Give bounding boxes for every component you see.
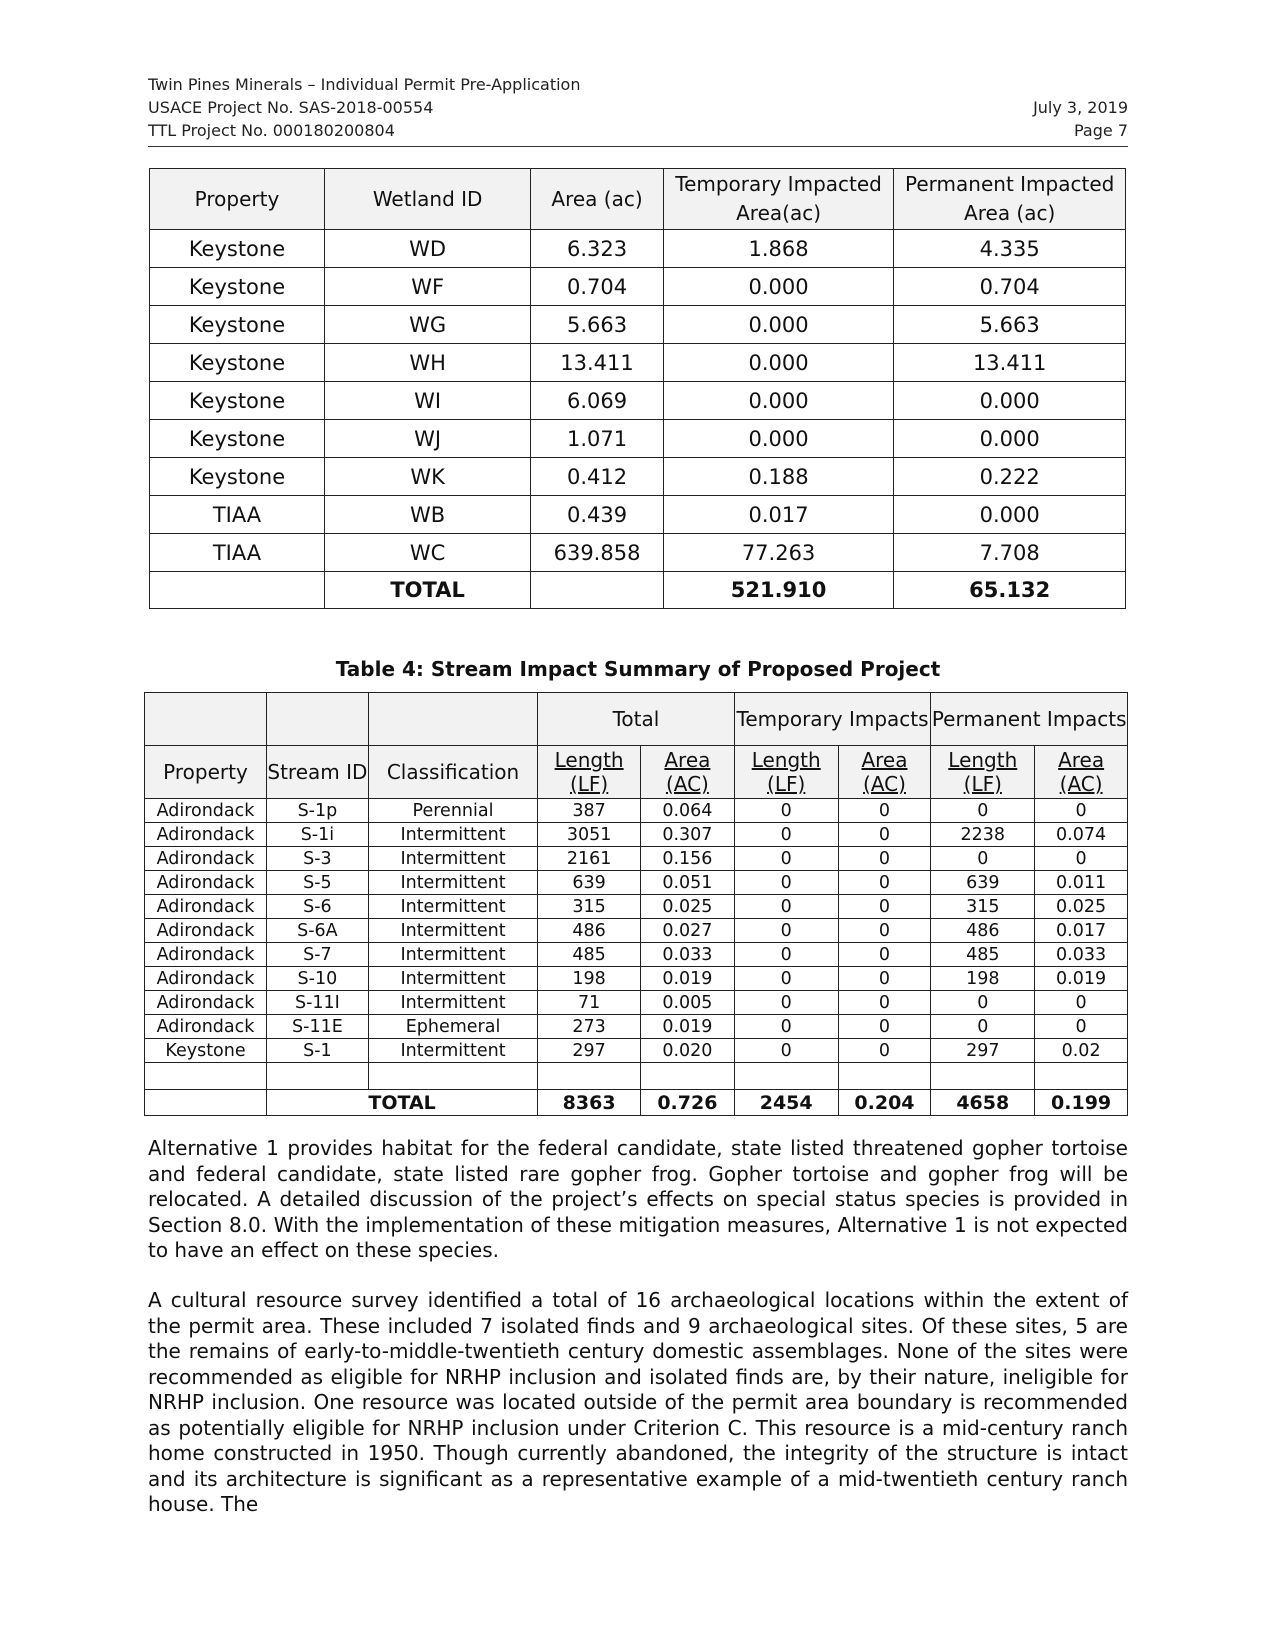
- table-header-row: [150, 169, 1126, 230]
- cell-total-length: 639: [538, 871, 641, 895]
- total-temp-area: 0.204: [838, 1090, 931, 1116]
- table4-total-row: [145, 1090, 1128, 1116]
- table-row: [145, 1039, 1128, 1063]
- cell-classification: Intermittent: [368, 847, 537, 871]
- cell-stream-id: S-11E: [266, 1015, 368, 1039]
- cell-temporary-impact: 0.000: [663, 268, 894, 306]
- column-header-row: [145, 746, 1128, 799]
- table-row: [150, 458, 1126, 496]
- cell-temp-area: 0: [838, 1039, 931, 1063]
- cell-classification: Intermittent: [368, 1039, 537, 1063]
- col-header-total-area: Area (AC): [641, 746, 735, 799]
- total-temp-length: 2454: [734, 1090, 838, 1116]
- cell-classification: Intermittent: [368, 967, 537, 991]
- empty-cell: [145, 1090, 267, 1116]
- table-row: [145, 991, 1128, 1015]
- cell-total-area: 0.019: [641, 1015, 735, 1039]
- cell-total-area: 0.064: [641, 799, 735, 823]
- cell-perm-area: 0.019: [1035, 967, 1128, 991]
- cell-stream-id: S-1i: [266, 823, 368, 847]
- cell-property: Adirondack: [145, 895, 267, 919]
- cell-perm-length: 0: [931, 991, 1035, 1015]
- cell-stream-id: S-1p: [266, 799, 368, 823]
- cell-temp-length: 0: [734, 1039, 838, 1063]
- cell-perm-length: 485: [931, 943, 1035, 967]
- total-length: 8363: [538, 1090, 641, 1116]
- cell-area: 5.663: [531, 306, 663, 344]
- cell-total-area: 0.156: [641, 847, 735, 871]
- cell-temp-length: 0: [734, 895, 838, 919]
- paragraph-species: Alternative 1 provides habitat for the federal candidate, state listed threatened gopher tortoise and federal candidate, state listed rare gopher frog. Gopher tortoise and gopher frog will be relocated. A detailed discussion of the project’s effects on special status species is provided in Section 8.0. With the implementation of these mitigation measures, Alternative 1 is not expected to have an effect on these species.: [148, 1136, 1128, 1262]
- cell-property: Adirondack: [145, 799, 267, 823]
- cell-temp-area: 0: [838, 919, 931, 943]
- cell-perm-length: 486: [931, 919, 1035, 943]
- cell-perm-length: 639: [931, 871, 1035, 895]
- stream-impact-table: [144, 692, 1128, 1116]
- cell-temp-length: 0: [734, 847, 838, 871]
- empty-header-cell: [368, 693, 537, 746]
- cell-temp-length: 0: [734, 799, 838, 823]
- cell-permanent-impact: 0.222: [894, 458, 1126, 496]
- cell-perm-area: 0.025: [1035, 895, 1128, 919]
- cell-temp-area: 0: [838, 823, 931, 847]
- col-header-permanent-impacted: Permanent Impacted Area (ac): [894, 169, 1126, 230]
- cell-total-length: 297: [538, 1039, 641, 1063]
- col-header-perm-length: Length (LF): [931, 746, 1035, 799]
- header-date: July 3, 2019: [1033, 98, 1128, 117]
- group-header-total: Total: [538, 693, 735, 746]
- cell-total-length: 2161: [538, 847, 641, 871]
- total-label: TOTAL: [266, 1090, 537, 1116]
- cell-property: Keystone: [150, 458, 325, 496]
- col-header-temporary-impacted: Temporary Impacted Area(ac): [663, 169, 894, 230]
- cell-permanent-impact: 65.132: [894, 572, 1126, 609]
- cell-area: 6.069: [531, 382, 663, 420]
- header-ttl-number: TTL Project No. 000180200804: [148, 121, 395, 140]
- cell-total-length: 3051: [538, 823, 641, 847]
- cell-temp-length: 0: [734, 919, 838, 943]
- cell-perm-area: 0: [1035, 799, 1128, 823]
- cell-total-area: 0.025: [641, 895, 735, 919]
- header-page-number: Page 7: [1074, 121, 1128, 140]
- cell-temp-area: 0: [838, 799, 931, 823]
- cell-property: Keystone: [150, 420, 325, 458]
- table-row: [150, 268, 1126, 306]
- cell-perm-area: 0.02: [1035, 1039, 1128, 1063]
- cell-permanent-impact: 7.708: [894, 534, 1126, 572]
- col-header-area: Area (ac): [531, 169, 663, 230]
- cell-perm-area: 0.017: [1035, 919, 1128, 943]
- cell-permanent-impact: 13.411: [894, 344, 1126, 382]
- cell-perm-area: 0.074: [1035, 823, 1128, 847]
- cell-perm-length: 315: [931, 895, 1035, 919]
- empty-header-cell: [145, 693, 267, 746]
- cell-temp-length: 0: [734, 1015, 838, 1039]
- cell-area: 0.439: [531, 496, 663, 534]
- header-usace-number: USACE Project No. SAS-2018-00554: [148, 98, 434, 117]
- cell-permanent-impact: 0.000: [894, 382, 1126, 420]
- cell-classification: Intermittent: [368, 919, 537, 943]
- col-header-total-length: Length (LF): [538, 746, 641, 799]
- cell-temp-length: 0: [734, 991, 838, 1015]
- table-row: [145, 847, 1128, 871]
- table-row: [150, 230, 1126, 268]
- col-header-property: Property: [150, 169, 325, 230]
- cell-perm-length: 297: [931, 1039, 1035, 1063]
- table-row: [150, 534, 1126, 572]
- cell-property: Keystone: [150, 268, 325, 306]
- total-perm-area: 0.199: [1035, 1090, 1128, 1116]
- col-header-classification: Classification: [368, 746, 537, 799]
- blank-row: [145, 1063, 1128, 1090]
- table-row: [150, 420, 1126, 458]
- cell-total-area: 0.019: [641, 967, 735, 991]
- cell-classification: Ephemeral: [368, 1015, 537, 1039]
- cell-perm-length: 2238: [931, 823, 1035, 847]
- cell-property: Adirondack: [145, 991, 267, 1015]
- cell-total-length: 71: [538, 991, 641, 1015]
- table4-title: Table 4: Stream Impact Summary of Proposed Project: [335, 657, 941, 681]
- cell-permanent-impact: 5.663: [894, 306, 1126, 344]
- cell-property: Adirondack: [145, 967, 267, 991]
- cell-area: 0.412: [531, 458, 663, 496]
- cell-property: TIAA: [150, 534, 325, 572]
- table-row: [145, 919, 1128, 943]
- paragraph-cultural-resources: A cultural resource survey identified a total of 16 archaeological locations within the extent of the permit area. These included 7 isolated finds and 9 archaeological sites. Of these sites, 5 are the remains of early-to-middle-twentieth century domestic assemblages. None of the sites were recommended as eligible for NRHP inclusion and isolated finds are, by their nature, ineligible for NRHP inclusion. One resource was located outside of the permit area boundary is recommended as potentially eligible for NRHP inclusion under Criterion C. This resource is a mid-century ranch home constructed in 1950. Though currently abandoned, the integrity of the structure is intact and its architecture is significant as a representative example of a mid-twentieth century ranch house. The: [148, 1288, 1128, 1516]
- table-row: [145, 823, 1128, 847]
- col-header-property: Property: [145, 746, 267, 799]
- cell-permanent-impact: 0.704: [894, 268, 1126, 306]
- table-row: [150, 382, 1126, 420]
- cell-wetland-id: WK: [324, 458, 530, 496]
- table-row: [150, 496, 1126, 534]
- col-header-temp-length: Length (LF): [734, 746, 838, 799]
- cell-stream-id: S-11I: [266, 991, 368, 1015]
- group-header-row: [145, 693, 1128, 746]
- cell-classification: Intermittent: [368, 871, 537, 895]
- cell-property: Keystone: [150, 230, 325, 268]
- cell-property: Adirondack: [145, 943, 267, 967]
- cell-temporary-impact: 77.263: [663, 534, 894, 572]
- cell-total-area: 0.033: [641, 943, 735, 967]
- cell-temp-area: 0: [838, 1015, 931, 1039]
- cell-perm-length: 198: [931, 967, 1035, 991]
- cell-classification: Intermittent: [368, 895, 537, 919]
- cell-temporary-impact: 0.017: [663, 496, 894, 534]
- cell-property: Keystone: [150, 306, 325, 344]
- cell-permanent-impact: 0.000: [894, 496, 1126, 534]
- cell-property: TIAA: [150, 496, 325, 534]
- cell-wetland-id: WI: [324, 382, 530, 420]
- cell-stream-id: S-3: [266, 847, 368, 871]
- cell-area: [531, 572, 663, 609]
- cell-area: 13.411: [531, 344, 663, 382]
- cell-property: Adirondack: [145, 847, 267, 871]
- total-perm-length: 4658: [931, 1090, 1035, 1116]
- cell-stream-id: S-7: [266, 943, 368, 967]
- cell-permanent-impact: 4.335: [894, 230, 1126, 268]
- cell-property: Adirondack: [145, 871, 267, 895]
- cell-temporary-impact: 0.000: [663, 420, 894, 458]
- cell-perm-length: 0: [931, 1015, 1035, 1039]
- table-row: [145, 799, 1128, 823]
- wetland-total-row: [150, 572, 1126, 609]
- cell-temporary-impact: 521.910: [663, 572, 894, 609]
- cell-perm-area: 0: [1035, 847, 1128, 871]
- cell-stream-id: S-6A: [266, 919, 368, 943]
- empty-header-cell: [266, 693, 368, 746]
- total-area: 0.726: [641, 1090, 735, 1116]
- table-row: [150, 344, 1126, 382]
- cell-total-area: 0.051: [641, 871, 735, 895]
- table-row: [145, 871, 1128, 895]
- col-header-stream-id: Stream ID: [266, 746, 368, 799]
- cell-total-area: 0.020: [641, 1039, 735, 1063]
- header-project-title: Twin Pines Minerals – Individual Permit Pre-Application: [148, 75, 581, 94]
- cell-area: 6.323: [531, 230, 663, 268]
- cell-temporary-impact: 0.000: [663, 344, 894, 382]
- cell-classification: Intermittent: [368, 991, 537, 1015]
- cell-temp-length: 0: [734, 871, 838, 895]
- cell-wetland-id: WG: [324, 306, 530, 344]
- cell-temp-area: 0: [838, 895, 931, 919]
- cell-temp-length: 0: [734, 943, 838, 967]
- cell-temporary-impact: 0.000: [663, 306, 894, 344]
- cell-stream-id: S-5: [266, 871, 368, 895]
- cell-total-length: 486: [538, 919, 641, 943]
- cell-stream-id: S-6: [266, 895, 368, 919]
- cell-perm-length: 0: [931, 847, 1035, 871]
- group-header-permanent: Permanent Impacts: [931, 693, 1128, 746]
- cell-classification: Intermittent: [368, 943, 537, 967]
- table-row: [145, 1015, 1128, 1039]
- cell-wetland-id: WB: [324, 496, 530, 534]
- cell-stream-id: S-10: [266, 967, 368, 991]
- cell-property: Keystone: [150, 344, 325, 382]
- cell-total-area: 0.307: [641, 823, 735, 847]
- cell-wetland-id: WC: [324, 534, 530, 572]
- cell-wetland-id: WH: [324, 344, 530, 382]
- cell-temp-area: 0: [838, 967, 931, 991]
- cell-temp-length: 0: [734, 967, 838, 991]
- cell-property: Keystone: [145, 1039, 267, 1063]
- cell-perm-area: 0: [1035, 1015, 1128, 1039]
- cell-area: 1.071: [531, 420, 663, 458]
- col-header-wetland-id: Wetland ID: [324, 169, 530, 230]
- cell-permanent-impact: 0.000: [894, 420, 1126, 458]
- cell-wetland-id: TOTAL: [324, 572, 530, 609]
- page-header: [148, 73, 1128, 142]
- cell-wetland-id: WJ: [324, 420, 530, 458]
- cell-temp-area: 0: [838, 847, 931, 871]
- header-divider: [148, 146, 1128, 147]
- cell-area: 639.858: [531, 534, 663, 572]
- cell-temp-length: 0: [734, 823, 838, 847]
- cell-temp-area: 0: [838, 943, 931, 967]
- cell-total-length: 485: [538, 943, 641, 967]
- cell-total-length: 387: [538, 799, 641, 823]
- cell-stream-id: S-1: [266, 1039, 368, 1063]
- cell-total-area: 0.005: [641, 991, 735, 1015]
- cell-perm-area: 0: [1035, 991, 1128, 1015]
- cell-property: Adirondack: [145, 1015, 267, 1039]
- col-header-temp-area: Area (AC): [838, 746, 931, 799]
- table-row: [145, 943, 1128, 967]
- table-row: [145, 967, 1128, 991]
- cell-classification: Perennial: [368, 799, 537, 823]
- cell-property: Adirondack: [145, 919, 267, 943]
- cell-property: Keystone: [150, 382, 325, 420]
- cell-perm-area: 0.011: [1035, 871, 1128, 895]
- cell-property: [150, 572, 325, 609]
- cell-total-area: 0.027: [641, 919, 735, 943]
- table-row: [150, 306, 1126, 344]
- cell-perm-length: 0: [931, 799, 1035, 823]
- cell-wetland-id: WF: [324, 268, 530, 306]
- cell-wetland-id: WD: [324, 230, 530, 268]
- cell-property: Adirondack: [145, 823, 267, 847]
- cell-temp-area: 0: [838, 871, 931, 895]
- cell-temp-area: 0: [838, 991, 931, 1015]
- wetland-impact-table: [149, 168, 1126, 609]
- cell-temporary-impact: 0.188: [663, 458, 894, 496]
- col-header-perm-area: Area (AC): [1035, 746, 1128, 799]
- group-header-temporary: Temporary Impacts: [734, 693, 931, 746]
- cell-temporary-impact: 1.868: [663, 230, 894, 268]
- cell-total-length: 198: [538, 967, 641, 991]
- cell-area: 0.704: [531, 268, 663, 306]
- cell-total-length: 273: [538, 1015, 641, 1039]
- table-row: [145, 895, 1128, 919]
- cell-temporary-impact: 0.000: [663, 382, 894, 420]
- cell-classification: Intermittent: [368, 823, 537, 847]
- cell-total-length: 315: [538, 895, 641, 919]
- cell-perm-area: 0.033: [1035, 943, 1128, 967]
